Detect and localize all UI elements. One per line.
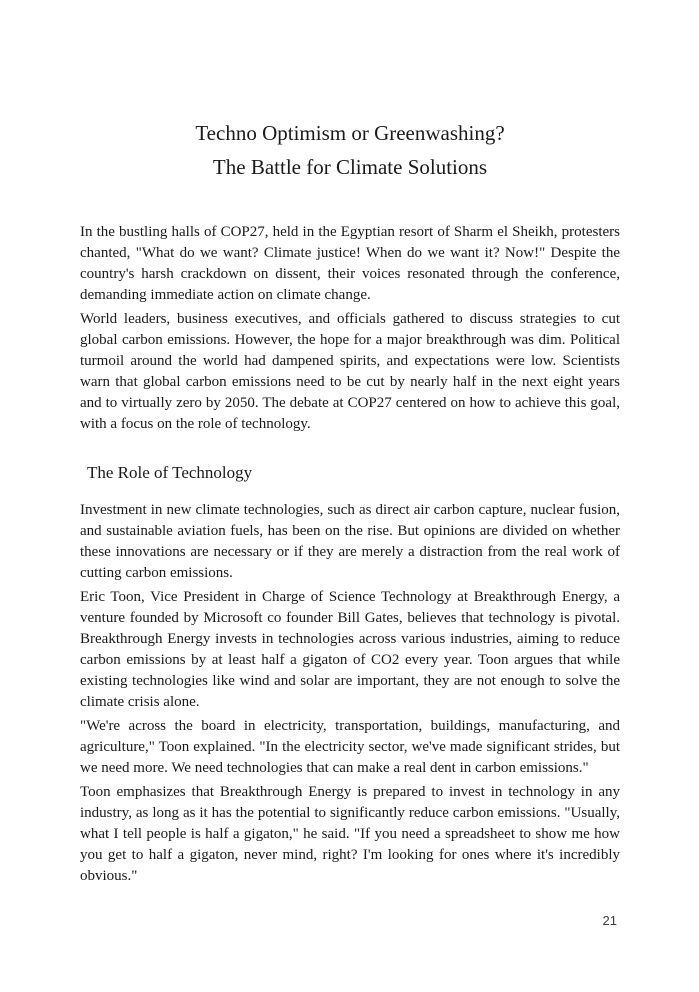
section-heading-role-of-technology: The Role of Technology [87, 463, 253, 482]
page-content [80, 120, 620, 890]
section-paragraph-4: Toon emphasizes that Breakthrough Energy is prepared to invest in technology in any industry, as long as it has the potential to significantly reduce carbon emissions. "Usually, what I tell people is half a gigaton," he said. "If you need a spreadsheet to show me how you get to half a gigaton, never mind, right? I'm looking for ones where it's incredibly obvious." [80, 784, 620, 884]
section-paragraph-1: Investment in new climate technologies, such as direct air carbon capture, nuclear fusion, and sustainable aviation fuels, has been on the rise. But opinions are divided on whether these innovations are necessary or if they are merely a distraction from the real work of cutting carbon emissions. [80, 502, 620, 581]
section-paragraph-3: "We're across the board in electricity, transportation, buildings, manufacturing, and agriculture," Toon explained. "In the electricity sector, we've made significant strides, but we need more. We need technologies that can make a real dent in carbon emissions." [80, 718, 620, 776]
intro-paragraph-1: In the bustling halls of COP27, held in the Egyptian resort of Sharm el Sheikh, protesters chanted, "What do we want? Climate justice! When do we want it? Now!" Despite the country's harsh crackdown on dissent, their voices resonated through the conference, demanding immediate action on climate change. [80, 224, 620, 303]
chapter-title-line-1: Techno Optimism or Greenwashing? [195, 121, 505, 145]
chapter-title [80, 120, 620, 180]
chapter-title-line-2: The Battle for Climate Solutions [212, 155, 488, 179]
section-paragraph-2: Eric Toon, Vice President in Charge of Science Technology at Breakthrough Energy, a venture founded by Microsoft co founder Bill Gates, believes that technology is pivotal. Breakthrough Energy invests in technologies across various industries, aiming to reduce carbon emissions by at least half a gigaton of CO2 every year. Toon argues that while existing technologies like wind and solar are important, they are not enough to solve the climate crisis alone. [80, 589, 620, 710]
intro-paragraph-2: World leaders, business executives, and officials gathered to discuss strategies to cut global carbon emissions. However, the hope for a major breakthrough was dim. Political turmoil around the world had dampened spirits, and expectations were low. Scientists warn that global carbon emissions need to be cut by nearly half in the next eight years and to virtually zero by 2050. The debate at COP27 centered on how to achieve this goal, with a focus on the role of technology. [80, 311, 620, 432]
page-number: 21 [602, 913, 617, 928]
